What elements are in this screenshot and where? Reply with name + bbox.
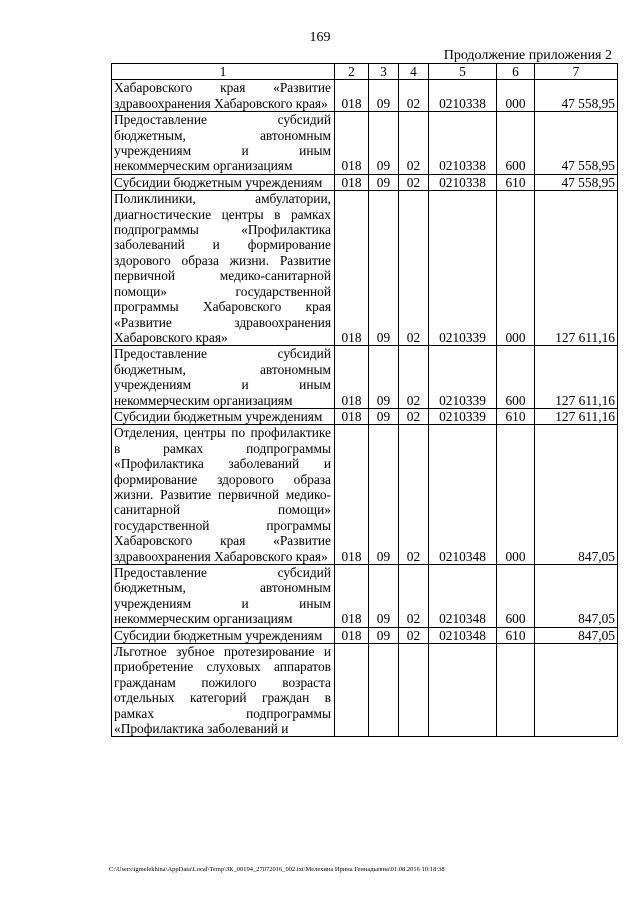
table-row bbox=[112, 174, 618, 190]
page-number: 169 bbox=[309, 30, 331, 45]
cell-amount: 47 558,95 bbox=[535, 174, 618, 190]
table-row bbox=[112, 408, 618, 424]
cell-target-article: 0210338 bbox=[429, 174, 497, 190]
cell-ministry: 018 bbox=[335, 425, 369, 565]
cell-subsection: 02 bbox=[399, 80, 429, 112]
cell-section: 09 bbox=[369, 112, 399, 175]
header-cell-3: 3 bbox=[369, 64, 399, 80]
cell-subsection bbox=[399, 644, 429, 737]
row-description: Отделения, центры по профилактике в рамках подпрограммы «Профилактика заболеваний и формирование здорового образа жизни. Развитие первичной медико-санитарной помощи» государственной программы Хабаровского края «Развитие здравоохранения Хабаровского края» bbox=[112, 425, 335, 565]
header-cell-7: 7 bbox=[535, 64, 618, 80]
cell-section: 09 bbox=[369, 627, 399, 643]
cell-subsection: 02 bbox=[399, 627, 429, 643]
cell-ministry: 018 bbox=[335, 408, 369, 424]
cell-expense-type: 600 bbox=[497, 346, 535, 409]
continuation-label: Продолжение приложения 2 bbox=[443, 48, 612, 63]
row-description: Хабаровского края «Развитие здравоохранения Хабаровского края» bbox=[112, 80, 335, 112]
cell-ministry: 018 bbox=[335, 112, 369, 175]
cell-amount bbox=[535, 644, 618, 737]
cell-ministry: 018 bbox=[335, 174, 369, 190]
table-row bbox=[112, 80, 618, 112]
file-path-footer: C:\Users\tgmelekhina\AppData\Local\Temp\ЗК_00194_27072016_002.txt\Мелехина Ирина Геннадьевна\01.08.2016 10:18:38 bbox=[109, 866, 445, 873]
cell-subsection: 02 bbox=[399, 408, 429, 424]
cell-target-article: 0210339 bbox=[429, 346, 497, 409]
cell-target-article: 0210339 bbox=[429, 191, 497, 346]
cell-section: 09 bbox=[369, 191, 399, 346]
cell-target-article: 0210339 bbox=[429, 408, 497, 424]
cell-expense-type: 610 bbox=[497, 627, 535, 643]
cell-amount: 847,05 bbox=[535, 425, 618, 565]
table-row bbox=[112, 565, 618, 628]
header-cell-2: 2 bbox=[335, 64, 369, 80]
cell-expense-type: 610 bbox=[497, 174, 535, 190]
cell-subsection: 02 bbox=[399, 112, 429, 175]
cell-ministry bbox=[335, 644, 369, 737]
table-row bbox=[112, 644, 618, 737]
row-description: Поликлиники, амбулатории, диагностические центры в рамках подпрограммы «Профилактика заболеваний и формирование здорового образа жизни. Развитие первичной медико-санитарной помощи» государственной программы Хабаровского края «Развитие здравоохранения Хабаровского края» bbox=[112, 191, 335, 346]
cell-expense-type: 000 bbox=[497, 191, 535, 346]
budget-table bbox=[111, 63, 618, 737]
cell-amount: 847,05 bbox=[535, 565, 618, 628]
header-row bbox=[112, 64, 618, 80]
table-row bbox=[112, 346, 618, 409]
cell-target-article: 0210348 bbox=[429, 627, 497, 643]
cell-amount: 127 611,16 bbox=[535, 346, 618, 409]
cell-amount: 47 558,95 bbox=[535, 112, 618, 175]
row-description: Субсидии бюджетным учреждениям bbox=[112, 174, 335, 190]
row-description: Субсидии бюджетным учреждениям bbox=[112, 408, 335, 424]
row-description: Предоставление субсидий бюджетным, автономным учреждениям и иным некоммерческим организациям bbox=[112, 565, 335, 628]
row-description: Предоставление субсидий бюджетным, автономным учреждениям и иным некоммерческим организациям bbox=[112, 346, 335, 409]
cell-target-article bbox=[429, 644, 497, 737]
cell-ministry: 018 bbox=[335, 565, 369, 628]
cell-expense-type bbox=[497, 644, 535, 737]
cell-section: 09 bbox=[369, 80, 399, 112]
table-row bbox=[112, 112, 618, 175]
header-cell-5: 5 bbox=[429, 64, 497, 80]
cell-expense-type: 600 bbox=[497, 112, 535, 175]
cell-target-article: 0210338 bbox=[429, 80, 497, 112]
cell-target-article: 0210348 bbox=[429, 565, 497, 628]
cell-expense-type: 000 bbox=[497, 80, 535, 112]
cell-amount: 127 611,16 bbox=[535, 408, 618, 424]
cell-subsection: 02 bbox=[399, 565, 429, 628]
cell-amount: 127 611,16 bbox=[535, 191, 618, 346]
cell-ministry: 018 bbox=[335, 346, 369, 409]
cell-subsection: 02 bbox=[399, 191, 429, 346]
cell-expense-type: 610 bbox=[497, 408, 535, 424]
cell-target-article: 0210348 bbox=[429, 425, 497, 565]
cell-expense-type: 000 bbox=[497, 425, 535, 565]
cell-ministry: 018 bbox=[335, 627, 369, 643]
cell-section: 09 bbox=[369, 346, 399, 409]
table-row bbox=[112, 425, 618, 565]
cell-subsection: 02 bbox=[399, 425, 429, 565]
cell-subsection: 02 bbox=[399, 174, 429, 190]
header-cell-4: 4 bbox=[399, 64, 429, 80]
cell-section: 09 bbox=[369, 565, 399, 628]
cell-target-article: 0210338 bbox=[429, 112, 497, 175]
row-description: Льготное зубное протезирование и приобретение слуховых аппаратов гражданам пожилого возраста отдельных категорий граждан в рамках подпрограммы «Профилактика заболеваний и bbox=[112, 644, 335, 737]
table-row bbox=[112, 191, 618, 346]
cell-expense-type: 600 bbox=[497, 565, 535, 628]
cell-amount: 847,05 bbox=[535, 627, 618, 643]
row-description: Субсидии бюджетным учреждениям bbox=[112, 627, 335, 643]
cell-section bbox=[369, 644, 399, 737]
cell-subsection: 02 bbox=[399, 346, 429, 409]
cell-amount: 47 558,95 bbox=[535, 80, 618, 112]
header-cell-1: 1 bbox=[112, 64, 335, 80]
cell-ministry: 018 bbox=[335, 191, 369, 346]
cell-section: 09 bbox=[369, 174, 399, 190]
row-description: Предоставление субсидий бюджетным, автономным учреждениям и иным некоммерческим организациям bbox=[112, 112, 335, 175]
table-row bbox=[112, 627, 618, 643]
cell-section: 09 bbox=[369, 408, 399, 424]
cell-ministry: 018 bbox=[335, 80, 369, 112]
header-cell-6: 6 bbox=[497, 64, 535, 80]
cell-section: 09 bbox=[369, 425, 399, 565]
